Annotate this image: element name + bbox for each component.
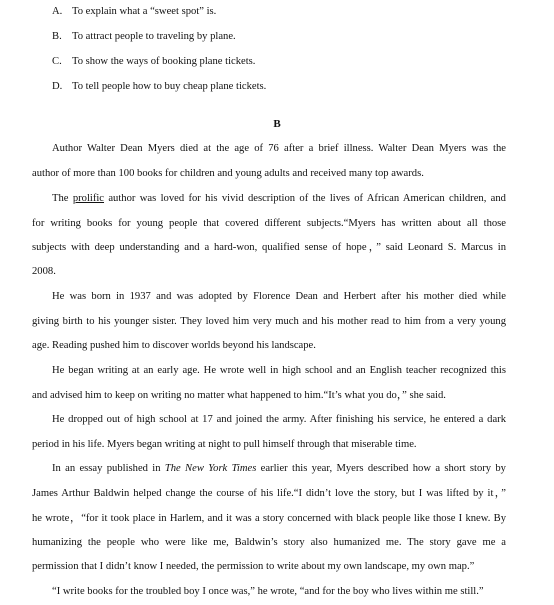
underlined-word: prolific <box>72 193 105 204</box>
option-letter: B. <box>52 31 62 42</box>
publication-title: The New York Times <box>164 463 257 474</box>
passage-line: permission that I didn’t know I needed, the permission to write about my own landscape, my own map.” <box>32 561 475 572</box>
passage-line: humanizing the people who were like me, Baldwin’s story also humanized me. The story gave me a <box>32 537 506 548</box>
passage-line <box>0 389 554 403</box>
line-text: and advis <box>32 390 73 401</box>
option-text: To explain what a “sweet spot” is. <box>72 6 217 17</box>
line-text: ed him to keep on writing no matter what happened to him.“It’s what you do，” she said. <box>72 390 446 401</box>
passage-line: He dropped out of high school at 17 and joined the army. After finishing his service, he entered a dark <box>52 414 506 425</box>
passage-line: He began writing at an early age. He wrote well in high school and an English teacher recognized this <box>52 365 506 376</box>
passage-line: for writing books for young people that covered different subjects.“Myers has written about all those <box>32 218 506 229</box>
passage-line <box>0 192 554 206</box>
answer-option-a <box>0 5 554 19</box>
passage-line: period in his life. Myers began writing at night to pull himself through that miserable time. <box>32 439 417 450</box>
answer-option-c <box>0 55 554 69</box>
passage-line: he wrote，“for it took place in Harlem, and it was a story concerned with black people like those I knew. By <box>32 513 506 524</box>
line-text: In an essay published in <box>52 463 161 474</box>
passage-line: giving birth to his younger sister. They loved him very much and his mother read to him from a very young <box>32 316 506 327</box>
line-text: earlier this year, Myers described how a short story by <box>260 463 506 474</box>
passage-line: He was born in 1937 and was adopted by Florence Dean and Herbert after his mother died while <box>52 291 506 302</box>
passage-line: “I write books for the troubled boy I once was,” he wrote, “and for the boy who lives within me still.” <box>52 586 484 597</box>
passage-line: 2008. <box>32 266 56 277</box>
answer-option-b <box>0 30 554 44</box>
option-letter: C. <box>52 56 62 67</box>
option-letter: A. <box>52 6 63 17</box>
section-heading: B <box>273 118 281 130</box>
passage-line <box>0 462 554 476</box>
option-text: To attract people to traveling by plane. <box>72 31 236 42</box>
option-text: To show the ways of booking plane tickets. <box>72 56 256 67</box>
passage-line: James Arthur Baldwin helped change the course of his life.“I didn’t love the story, but I was lifted by it，” <box>32 488 506 499</box>
lead-word: The <box>52 193 69 204</box>
line-text: author was loved for his vivid description of the lives of African American children, and <box>108 193 506 204</box>
passage-line: author of more than 100 books for children and young adults and received many top awards. <box>32 168 424 179</box>
passage-line: subjects with deep understanding and a hard-won, qualified sense of hope，” said Leonard S. Marcus in <box>32 242 506 253</box>
passage-line: Author Walter Dean Myers died at the age of 76 after a brief illness. Walter Dean Myers was the <box>52 143 506 154</box>
passage-line: age. Reading pushed him to discover worlds beyond his landscape. <box>32 340 316 351</box>
option-letter: D. <box>52 81 63 92</box>
answer-option-d <box>0 80 554 94</box>
option-text: To tell people how to buy cheap plane tickets. <box>72 81 267 92</box>
